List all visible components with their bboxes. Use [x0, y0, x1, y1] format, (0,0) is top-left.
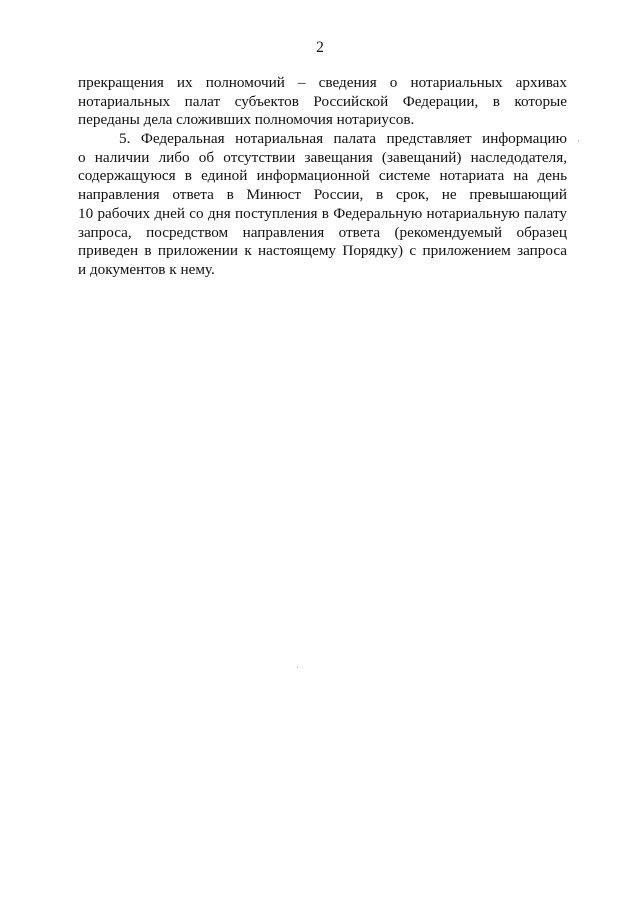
document-body: [78, 74, 567, 280]
page-number: 2: [316, 39, 324, 56]
paragraph-2-line-3: содержащуюся в единой информационной системе нотариата на день: [78, 167, 567, 185]
paragraph-1: [78, 74, 567, 130]
paragraph-1-line-1: прекращения их полномочий – сведения о нотариальных архивах: [78, 74, 567, 91]
paragraph-2-line-8: и документов к нему.: [78, 260, 215, 278]
paragraph-2-line-5: 10 рабочих дней со дня поступления в Федеральную нотариальную палату: [78, 204, 567, 222]
scan-speck: [578, 140, 579, 142]
paragraph-2-line-7: приведен в приложении к настоящему Порядку) с приложением запроса: [78, 242, 567, 260]
paragraph-2-line-2: о наличии либо об отсутствии завещания (завещаний) наследодателя,: [78, 148, 567, 166]
paragraph-2-line-1: 5. Федеральная нотариальная палата представляет информацию: [119, 130, 567, 148]
scan-speck: [297, 666, 298, 668]
paragraph-1-line-2: нотариальных палат субъектов Российской Федерации, в которые: [78, 92, 567, 110]
paragraph-2: [78, 130, 567, 280]
paragraph-2-line-4: направления ответа в Минюст России, в срок, не превышающий: [78, 186, 567, 204]
paragraph-1-line-3: переданы дела сложивших полномочия нотариусов.: [78, 111, 415, 129]
paragraph-2-line-6: запроса, посредством направления ответа (рекомендуемый образец: [78, 223, 567, 241]
